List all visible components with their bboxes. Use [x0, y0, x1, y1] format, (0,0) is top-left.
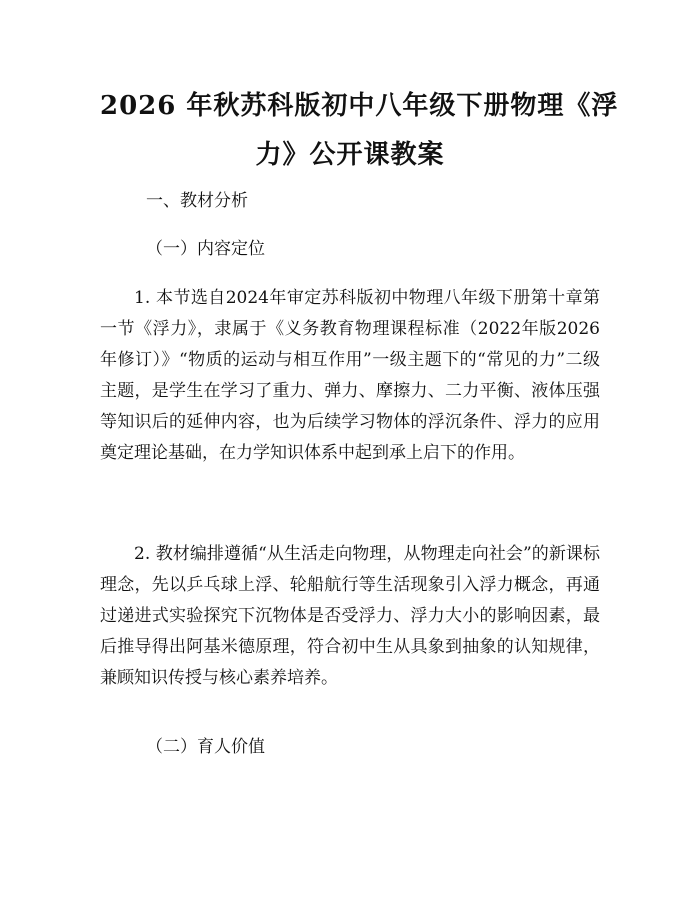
- paragraph-2: 2. 教材编排遵循“从生活走向物理，从物理走向社会”的新课标理念，先以乒乓球上浮、轮船航行等生活现象引入浮力概念，再通过递进式实验探究下沉物体是否受浮力、浮力大小的影响因素，最后推导得出阿基米德原理，符合初中生从具象到抽象的认知规律，兼顾知识传授与核心素养培养。: [100, 544, 600, 688]
- document-title-line-2: 力》公开课教案: [255, 140, 445, 170]
- paragraph-1: 1. 本节选自2024年审定苏科版初中物理八年级下册第十章第一节《浮力》，隶属于《义务教育物理课程标准（2022年版2026年修订）》“物质的运动与相互作用”一级主题下的“常见的力”二级主题，是学生在学习了重力、弹力、摩擦力、二力平衡、液体压强等知识后的延伸内容，也为后续学习物体的浮沉条件、浮力的应用奠定理论基础，在力学知识体系中起到承上启下的作用。: [100, 288, 600, 463]
- subsection-heading-content-positioning: （一）内容定位: [146, 239, 265, 259]
- section-heading-textbook-analysis: 一、教材分析: [146, 191, 248, 211]
- subsection-heading-educational-value: （二）育人价值: [146, 737, 265, 757]
- document-title-line-1: 2026 年秋苏科版初中八年级下册物理《浮: [100, 91, 619, 121]
